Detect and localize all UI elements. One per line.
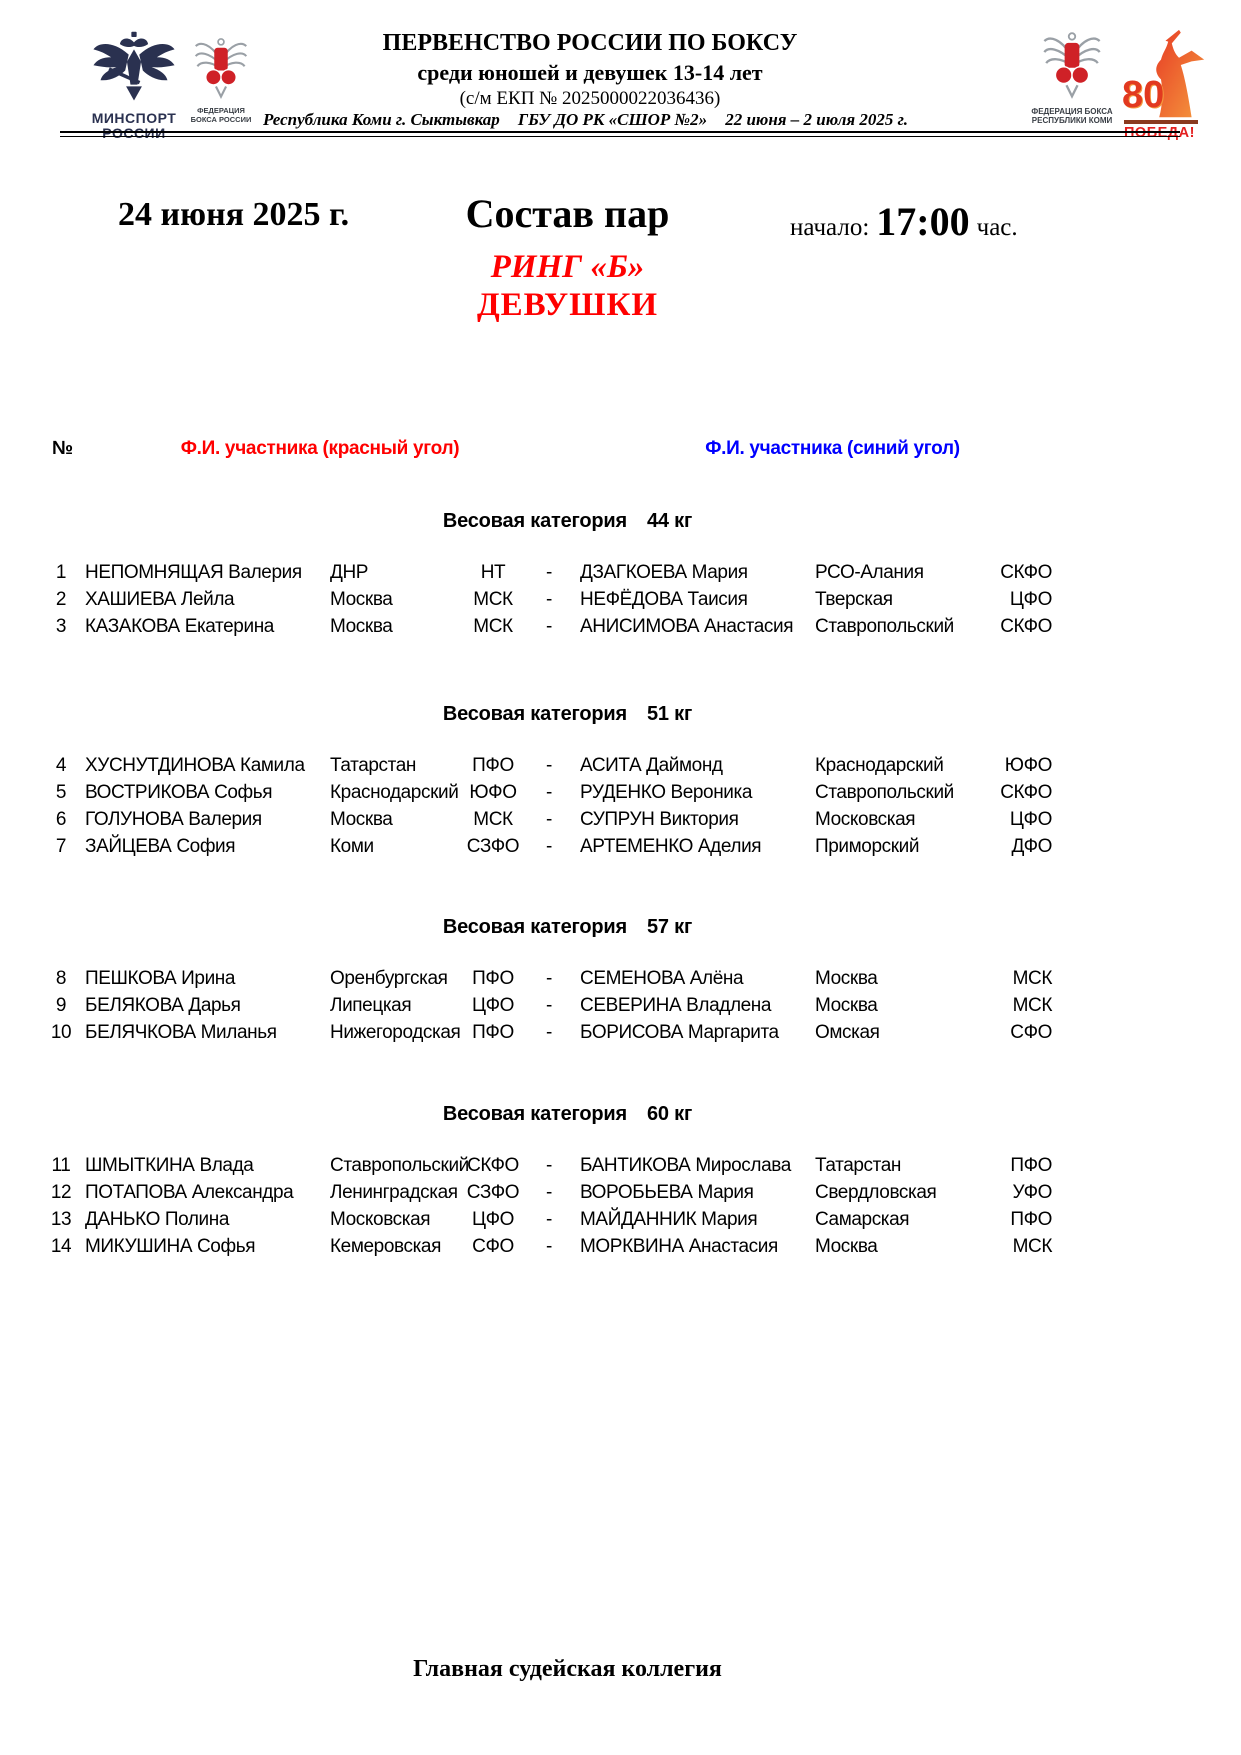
boxing-federation-komi-logo bbox=[1026, 30, 1118, 125]
pair-row bbox=[0, 1209, 1241, 1236]
pair-separator: - bbox=[546, 616, 552, 637]
red-corner-name: ВОСТРИКОВА Софья bbox=[85, 782, 273, 803]
victory-80-logo bbox=[1122, 28, 1208, 140]
pair-row bbox=[0, 968, 1241, 995]
pair-number: 9 bbox=[55, 995, 67, 1016]
weight-category-text: Весовая категория bbox=[442, 703, 627, 725]
red-corner-region: Краснодарский bbox=[330, 782, 459, 803]
blue-corner-federal-district: СКФО bbox=[1000, 562, 1052, 583]
start-time-label: начало: bbox=[790, 214, 870, 241]
pair-number: 3 bbox=[55, 616, 67, 637]
pair-number: 11 bbox=[51, 1155, 71, 1176]
minsport-eagle-icon bbox=[88, 30, 180, 104]
blue-corner-name: БОРИСОВА Маргарита bbox=[580, 1022, 779, 1043]
minsport-logo bbox=[82, 30, 186, 141]
blue-corner-federal-district: ЮФО bbox=[1004, 755, 1052, 776]
victory-banner-bar bbox=[1124, 120, 1198, 124]
pair-number: 2 bbox=[55, 589, 67, 610]
minsport-label-line1: МИНСПОРТ bbox=[91, 110, 177, 126]
pair-number: 1 bbox=[55, 562, 67, 583]
red-corner-federal-district: МСК bbox=[473, 589, 513, 610]
red-corner-region: Москва bbox=[330, 589, 393, 610]
blue-corner-name: ДЗАГКОЕВА Мария bbox=[580, 562, 748, 583]
red-corner-federal-district: ЦФО bbox=[471, 995, 515, 1016]
pair-number: 5 bbox=[55, 782, 67, 803]
pair-number: 7 bbox=[55, 836, 67, 857]
blue-corner-federal-district: МСК bbox=[1012, 968, 1052, 989]
red-corner-region: Москва bbox=[330, 616, 393, 637]
tournament-header bbox=[265, 30, 915, 110]
weight-category-title bbox=[0, 703, 1135, 726]
minsport-label-line2: РОССИИ bbox=[102, 125, 166, 142]
komi-label-line2: РЕСПУБЛИКИ КОМИ bbox=[1031, 116, 1113, 126]
red-corner-federal-district: ЮФО bbox=[469, 782, 517, 803]
red-corner-name: БЕЛЯКОВА Дарья bbox=[85, 995, 241, 1016]
blue-corner-name: ВОРОБЬЕВА Мария bbox=[580, 1182, 754, 1203]
boxing-federation-russia-logo bbox=[184, 36, 258, 124]
pair-separator: - bbox=[546, 1236, 552, 1257]
red-corner-region: Ленинградская bbox=[330, 1182, 458, 1203]
blue-corner-region: Тверская bbox=[815, 589, 893, 610]
blue-corner-name: РУДЕНКО Вероника bbox=[580, 782, 753, 803]
blue-corner-federal-district: МСК bbox=[1012, 995, 1052, 1016]
blue-corner-federal-district: ПФО bbox=[1010, 1155, 1052, 1176]
red-corner-name: ХУСНУТДИНОВА Камила bbox=[85, 755, 305, 776]
red-corner-region: Московская bbox=[330, 1209, 431, 1230]
blue-corner-federal-district: ДФО bbox=[1011, 836, 1052, 857]
blue-corner-federal-district: ПФО bbox=[1010, 1209, 1052, 1230]
pair-number: 8 bbox=[55, 968, 67, 989]
red-corner-name: МИКУШИНА Софья bbox=[85, 1236, 256, 1257]
weight-category-title bbox=[0, 1103, 1135, 1126]
red-corner-federal-district: СЗФО bbox=[466, 1182, 520, 1203]
pair-row bbox=[0, 1236, 1241, 1263]
red-corner-federal-district: ПФО bbox=[472, 1022, 514, 1043]
blue-corner-region: Москва bbox=[815, 995, 878, 1016]
pair-separator: - bbox=[546, 1182, 552, 1203]
blue-corner-name: АРТЕМЕНКО Аделия bbox=[580, 836, 762, 857]
event-info-line bbox=[263, 110, 908, 130]
start-time-group bbox=[790, 198, 1018, 245]
blue-corner-region: Ставропольский bbox=[815, 616, 954, 637]
victory-80-label: ПОБЕДА! bbox=[1124, 125, 1195, 141]
header-divider bbox=[60, 131, 1180, 137]
red-corner-federal-district: ПФО bbox=[472, 968, 514, 989]
session-date: 24 июня 2025 г. bbox=[118, 196, 350, 233]
red-corner-federal-district: СКФО bbox=[467, 1155, 519, 1176]
gender-category: ДЕВУШКИ bbox=[476, 287, 659, 323]
victory-80-number: 80 bbox=[1122, 74, 1165, 116]
red-corner-region: Липецкая bbox=[330, 995, 412, 1016]
red-corner-region: Коми bbox=[330, 836, 374, 857]
weight-category-text: Весовая категория bbox=[442, 1103, 627, 1125]
bfr-label-line2: БОКСА РОССИИ bbox=[190, 114, 252, 124]
red-corner-federal-district: ЦФО bbox=[471, 1209, 515, 1230]
weight-category-title bbox=[0, 510, 1135, 533]
start-time-unit: час. bbox=[976, 214, 1018, 241]
boxing-federation-eagle-icon bbox=[192, 36, 250, 100]
red-corner-region: Татарстан bbox=[330, 755, 416, 776]
komi-federation-eagle-icon bbox=[1040, 30, 1104, 100]
blue-corner-region: РСО-Алания bbox=[815, 562, 924, 583]
column-header-red-corner: Ф.И. участника (красный угол) bbox=[180, 438, 460, 459]
event-dates: 22 июня – 2 июля 2025 г. bbox=[725, 110, 908, 129]
blue-corner-region: Краснодарский bbox=[815, 755, 944, 776]
blue-corner-federal-district: ЦФО bbox=[1009, 809, 1052, 830]
red-corner-region: Оренбургская bbox=[330, 968, 448, 989]
pair-row bbox=[0, 782, 1241, 809]
blue-corner-federal-district: МСК bbox=[1012, 1236, 1052, 1257]
red-corner-name: ПЕШКОВА Ирина bbox=[85, 968, 236, 989]
blue-corner-name: СЕМЕНОВА Алёна bbox=[580, 968, 744, 989]
pair-number: 13 bbox=[50, 1209, 72, 1230]
pair-row bbox=[0, 1022, 1241, 1049]
red-corner-region: Кемеровская bbox=[330, 1236, 441, 1257]
pair-separator: - bbox=[546, 995, 552, 1016]
blue-corner-name: АНИСИМОВА Анастасия bbox=[580, 616, 794, 637]
blue-corner-region: Московская bbox=[815, 809, 916, 830]
red-corner-federal-district: МСК bbox=[473, 809, 513, 830]
weight-category-text: 57 кг bbox=[646, 916, 693, 938]
blue-corner-federal-district: СКФО bbox=[1000, 616, 1052, 637]
bfr-label-line1: ФЕДЕРАЦИЯ bbox=[197, 106, 245, 115]
blue-corner-region: Москва bbox=[815, 968, 878, 989]
red-corner-federal-district: СЗФО bbox=[466, 836, 520, 857]
red-corner-federal-district: ПФО bbox=[472, 755, 514, 776]
blue-corner-federal-district: ЦФО bbox=[1009, 589, 1052, 610]
event-venue: ГБУ ДО РК «СШОР №2» bbox=[517, 110, 708, 129]
red-corner-region: Москва bbox=[330, 809, 393, 830]
red-corner-name: ДАНЬКО Полина bbox=[85, 1209, 230, 1230]
pair-number: 6 bbox=[55, 809, 67, 830]
red-corner-region: ДНР bbox=[330, 562, 369, 583]
pair-row bbox=[0, 1155, 1241, 1182]
pair-row bbox=[0, 995, 1241, 1022]
pair-separator: - bbox=[546, 782, 552, 803]
red-corner-name: НЕПОМНЯЩАЯ Валерия bbox=[85, 562, 302, 583]
red-corner-region: Нижегородская bbox=[330, 1022, 461, 1043]
pair-number: 14 bbox=[50, 1236, 72, 1257]
pair-row bbox=[0, 589, 1241, 616]
blue-corner-name: БАНТИКОВА Мирослава bbox=[580, 1155, 791, 1176]
pair-separator: - bbox=[546, 1022, 552, 1043]
pair-number: 12 bbox=[50, 1182, 72, 1203]
blue-corner-name: СУПРУН Виктория bbox=[580, 809, 739, 830]
weight-category-text: Весовая категория bbox=[442, 916, 627, 938]
ekp-number: (с/м ЕКП № 2025000022036436) bbox=[459, 88, 721, 109]
start-time-value: 17:00 bbox=[876, 199, 970, 244]
blue-corner-name: АСИТА Даймонд bbox=[580, 755, 723, 776]
column-header-blue-corner: Ф.И. участника (синий угол) bbox=[705, 438, 960, 459]
blue-corner-name: СЕВЕРИНА Владлена bbox=[580, 995, 772, 1016]
pair-separator: - bbox=[546, 1209, 552, 1230]
pair-separator: - bbox=[546, 755, 552, 776]
red-corner-name: БЕЛЯЧКОВА Миланья bbox=[85, 1022, 277, 1043]
tournament-subtitle: среди юношей и девушек 13-14 лет bbox=[417, 60, 763, 85]
pair-separator: - bbox=[546, 968, 552, 989]
pair-separator: - bbox=[546, 809, 552, 830]
red-corner-federal-district: НТ bbox=[480, 562, 506, 583]
blue-corner-region: Омская bbox=[815, 1022, 880, 1043]
red-corner-name: КАЗАКОВА Екатерина bbox=[85, 616, 274, 637]
pair-row bbox=[0, 562, 1241, 589]
blue-corner-region: Самарская bbox=[815, 1209, 910, 1230]
red-corner-name: ШМЫТКИНА Влада bbox=[85, 1155, 254, 1176]
red-corner-federal-district: СФО bbox=[472, 1236, 514, 1257]
red-corner-name: ЗАЙЦЕВА София bbox=[85, 836, 236, 857]
blue-corner-region: Приморский bbox=[815, 836, 920, 857]
blue-corner-region: Татарстан bbox=[815, 1155, 901, 1176]
komi-label-line1: ФЕДЕРАЦИЯ БОКСА bbox=[1031, 107, 1113, 116]
blue-corner-federal-district: УФО bbox=[1012, 1182, 1052, 1203]
pair-number: 4 bbox=[55, 755, 67, 776]
weight-category-text: 44 кг bbox=[646, 510, 693, 532]
weight-category-title bbox=[0, 916, 1135, 939]
red-corner-name: ПОТАПОВА Александра bbox=[85, 1182, 294, 1203]
pair-row bbox=[0, 836, 1241, 863]
red-corner-region: Ставропольский bbox=[330, 1155, 469, 1176]
red-corner-federal-district: МСК bbox=[473, 616, 513, 637]
event-location: Республика Коми г. Сыктывкар bbox=[263, 110, 500, 129]
signature-line: Главная судейская коллегия bbox=[413, 1656, 722, 1682]
session-title: Состав пар bbox=[465, 191, 670, 236]
blue-corner-federal-district: СФО bbox=[1010, 1022, 1052, 1043]
pair-row bbox=[0, 809, 1241, 836]
pair-separator: - bbox=[546, 1155, 552, 1176]
pair-row bbox=[0, 616, 1241, 643]
blue-corner-region: Свердловская bbox=[815, 1182, 937, 1203]
blue-corner-name: НЕФЁДОВА Таисия bbox=[580, 589, 748, 610]
pair-separator: - bbox=[546, 589, 552, 610]
blue-corner-region: Москва bbox=[815, 1236, 878, 1257]
weight-category-text: 51 кг bbox=[646, 703, 693, 725]
blue-corner-federal-district: СКФО bbox=[1000, 782, 1052, 803]
red-corner-name: ХАШИЕВА Лейла bbox=[85, 589, 235, 610]
tournament-title: ПЕРВЕНСТВО РОССИИ ПО БОКСУ bbox=[382, 30, 798, 56]
ring-name: РИНГ «Б» bbox=[490, 249, 645, 285]
red-corner-name: ГОЛУНОВА Валерия bbox=[85, 809, 262, 830]
blue-corner-region: Ставропольский bbox=[815, 782, 954, 803]
weight-category-text: 60 кг bbox=[646, 1103, 693, 1125]
pair-row bbox=[0, 755, 1241, 782]
weight-category-text: Весовая категория bbox=[442, 510, 627, 532]
pair-number: 10 bbox=[50, 1022, 72, 1043]
column-header-number: № bbox=[52, 438, 73, 459]
blue-corner-name: МОРКВИНА Анастасия bbox=[580, 1236, 778, 1257]
pair-separator: - bbox=[546, 562, 552, 583]
pair-row bbox=[0, 1182, 1241, 1209]
blue-corner-name: МАЙДАННИК Мария bbox=[580, 1209, 758, 1230]
pair-separator: - bbox=[546, 836, 552, 857]
